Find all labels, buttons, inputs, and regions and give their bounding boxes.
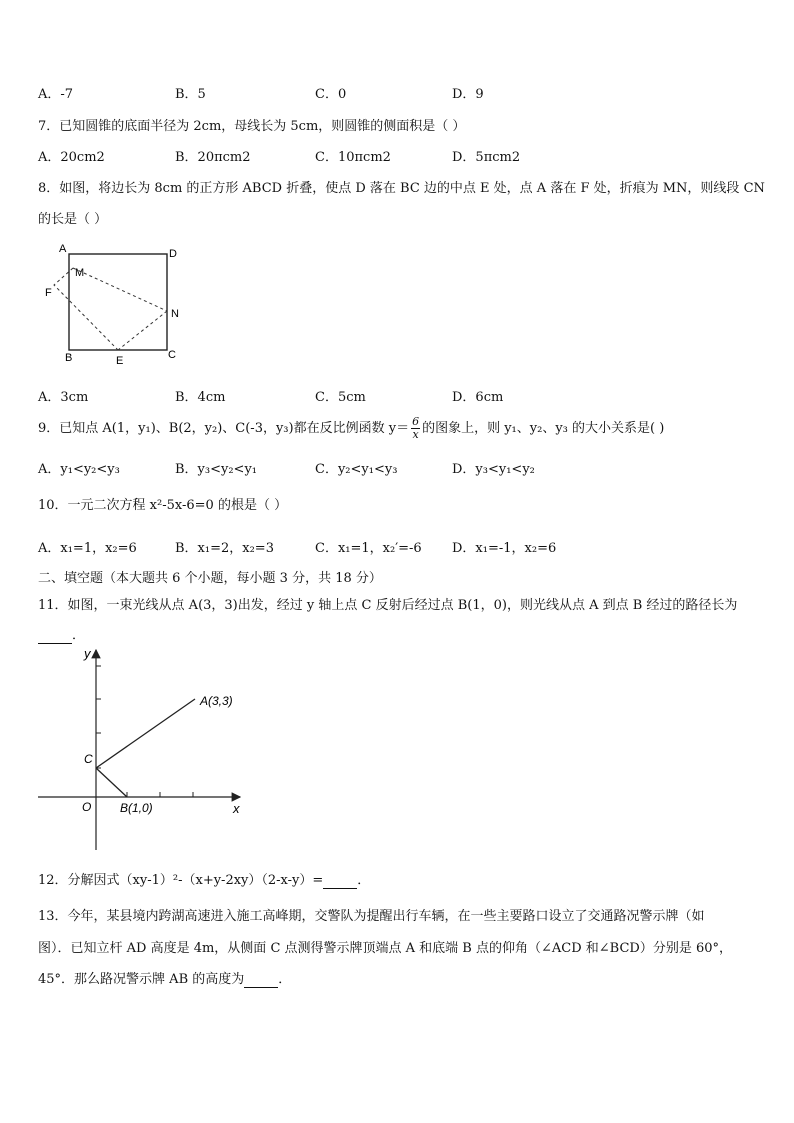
crease-mn [73,268,167,311]
q10-option-c: C．x₁=1，x₂′=-6 [315,541,422,556]
q10-option-b: B．x₁=2，x₂=3 [175,541,274,556]
q12-text: 12．分解因式（xy-1）²-（x+y-2xy）（2-x-y）= [38,873,324,888]
q8-option-b: B．4cm [175,390,226,405]
label-y: y [84,646,91,661]
q11-suffix: ． [72,628,86,643]
q9-stem-post: 的图象上，则 y₁、y₂、y₃ 的大小关系是( ) [422,421,665,436]
q10-option-d: D．x₁=-1，x₂=6 [452,541,557,556]
q7-stem: 7．已知圆锥的底面半径为 2cm，母线长为 5cm，则圆锥的侧面积是（ ） [38,119,466,134]
q12-answer-blank [323,873,357,889]
q8-stem-line2: 的长是（ ） [38,212,108,227]
label-a: A [59,243,67,255]
ray-c-to-b [96,768,127,797]
label-a: A(3,3) [200,694,233,708]
q11-coordinate-figure [30,640,260,855]
q9-option-b: B．y₃<y₂<y₁ [175,462,258,477]
q9-stem-pre: 9．已知点 A(1，y₁)、B(2，y₂)、C(-3，y₃)都在反比例函数 y＝ [38,421,410,436]
q9-frac-num: 6 [412,415,420,428]
q9-option-c: C．y₂<y₁<y₃ [315,462,398,477]
label-e: E [116,355,124,367]
label-o: O [82,800,92,814]
q8-option-d: D．6cm [452,390,504,405]
q13-suffix: ． [278,972,292,987]
ray-a-to-c [96,699,195,768]
label-b: B(1,0) [120,801,153,815]
label-n: N [171,308,179,320]
segment-ne [118,311,167,350]
q9-stem [38,414,664,444]
q13-line2: 图）．已知立杆 AD 高度是 4m，从侧面 C 点测得警示牌顶端点 A 和底端 B 点的仰角（∠ACD 和∠BCD）分别是 60°， [38,941,733,956]
q8-options [38,386,598,406]
q8-option-a: A．3cm [38,390,89,405]
q10-option-a: A．x₁=1，x₂=6 [38,541,137,556]
x-ticks [127,792,193,797]
q12-suffix: ． [357,873,371,888]
y-ticks [96,666,101,768]
q8-square-figure [40,240,190,370]
q9-option-d: D．y₃<y₁<y₂ [452,462,535,477]
q9-option-a: A．y₁<y₂<y₃ [38,462,120,477]
q8-option-c: C．5cm [315,390,366,405]
label-d: D [169,248,177,260]
q7-option-c: C．10πcm2 [315,150,391,165]
q13-text: 45°．那么路况警示牌 AB 的高度为 [38,972,245,987]
q6-option-b: B．5 [175,87,206,102]
label-m: M [75,267,85,279]
fold-edge-m-f-e [54,268,118,350]
q11-stem-line1: 11．如图，一束光线从点 A(3，3)出发，经过 y 轴上点 C 反射后经过点 B(1，0)，则光线从点 A 到点 B 经过的路径长为 [38,598,738,613]
label-b: B [65,352,73,364]
q10-options [38,537,598,557]
q7-options [38,146,598,166]
q9-fraction [411,416,420,441]
q8-stem-line1: 8．如图，将边长为 8cm 的正方形 ABCD 折叠，使点 D 落在 BC 边的中点 E 处，点 A 落在 F 处，折痕为 MN，则线段 CN [38,181,765,196]
q6-option-a: A．-7 [38,87,74,102]
label-c: C [168,349,176,361]
q12-stem [38,869,370,889]
q9-frac-den: x [412,428,419,441]
q10-stem: 10．一元二次方程 x²-5x-6=0 的根是（ ） [38,498,288,513]
q13-line1: 13．今年，某县境内跨湖高速进入施工高峰期，交警队为提醒出行车辆，在一些主要路口设立了交通路况警示牌（如 [38,909,705,924]
q9-options [38,458,598,478]
q6-option-d: D．9 [452,87,484,102]
q7-option-a: A．20cm2 [38,150,105,165]
q7-option-d: D．5πcm2 [452,150,521,165]
label-f: F [45,287,52,299]
q6-options [38,83,598,103]
q6-option-c: C．0 [315,87,347,102]
section2-title: 二、填空题（本大题共 6 个小题，每小题 3 分，共 18 分） [38,571,382,586]
q13-line3 [38,968,291,988]
label-x: x [233,801,240,816]
label-c: C [84,752,93,766]
q7-option-b: B．20πcm2 [175,150,251,165]
q13-answer-blank [244,972,278,988]
